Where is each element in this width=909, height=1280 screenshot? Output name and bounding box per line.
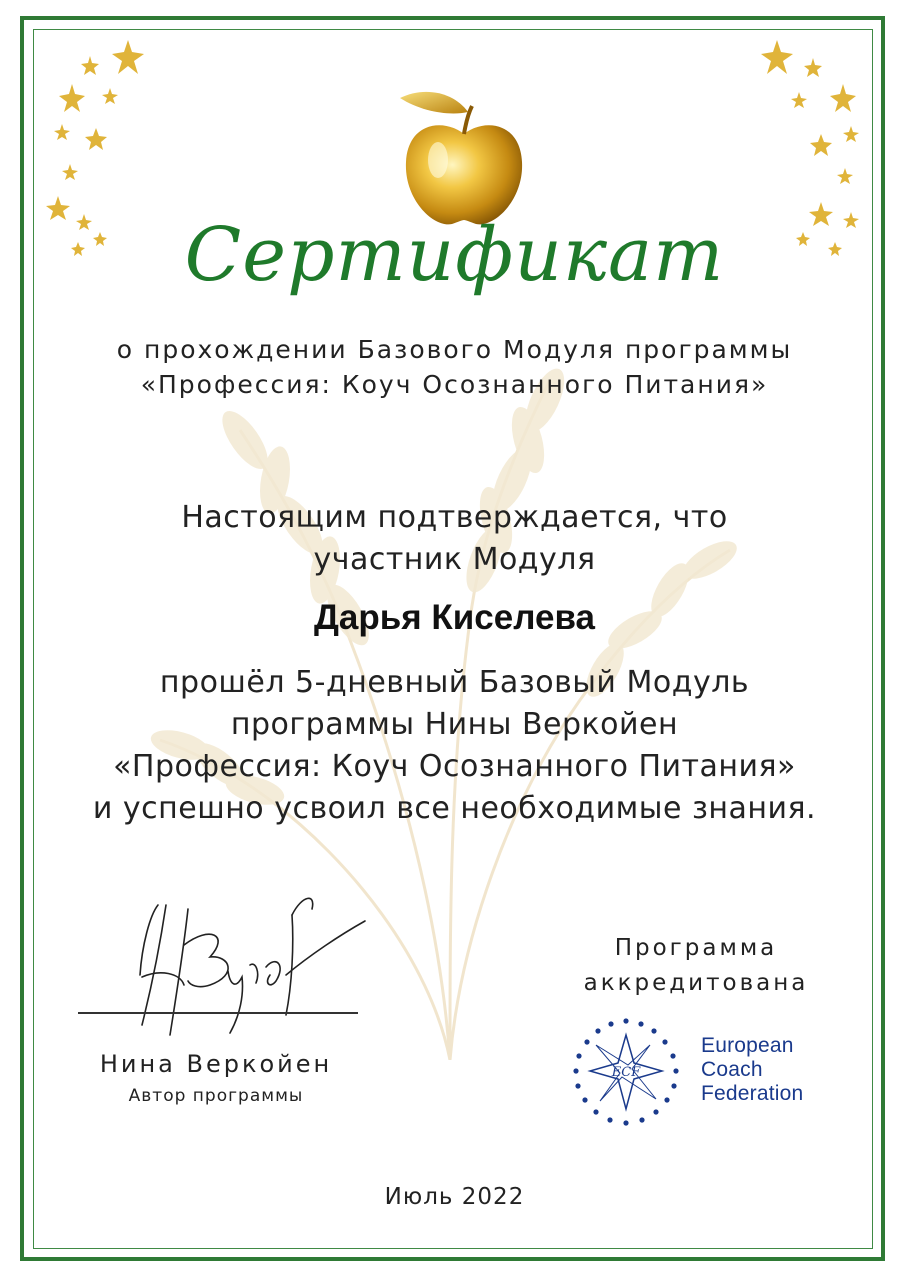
ecf-name-line-1: European [701, 1034, 794, 1057]
body-line-4: и успешно усвоил все необходимые знания. [92, 791, 817, 826]
signature-line [78, 1012, 358, 1014]
ecf-logo-text: ECF [611, 1065, 641, 1080]
body-line-3: «Профессия: Коуч Осознанного Питания» [113, 749, 796, 784]
certificate-title: Сертификат [184, 212, 725, 298]
ecf-name-line-3: Federation [701, 1082, 804, 1105]
subtitle-line-2: «Профессия: Коуч Осознанного Питания» [140, 370, 769, 399]
subtitle-line-1: о прохождении Базового Модуля программы [116, 335, 793, 364]
certificate-date: Июль 2022 [384, 1184, 525, 1210]
confirm-line-2: участник Модуля [313, 542, 596, 577]
confirm-line-1: Настоящим подтверждается, что [181, 500, 728, 535]
author-name: Нина Веркойен [99, 1050, 333, 1078]
participant-name: Дарья Киселева [313, 598, 595, 637]
golden-apple-icon [394, 82, 534, 232]
ecf-name [701, 1034, 851, 1106]
body-line-1: прошёл 5-дневный Базовый Модуль [159, 665, 750, 700]
ecf-star-logo-icon [566, 1015, 686, 1135]
accreditation-line-1: Программа [614, 935, 778, 961]
accreditation-line-2: аккредитована [583, 970, 809, 996]
ecf-name-line-2: Coach [701, 1058, 763, 1081]
handwritten-signature [80, 885, 370, 1045]
body-line-2: программы Нины Веркойен [230, 707, 679, 742]
author-role: Автор программы [128, 1086, 304, 1106]
